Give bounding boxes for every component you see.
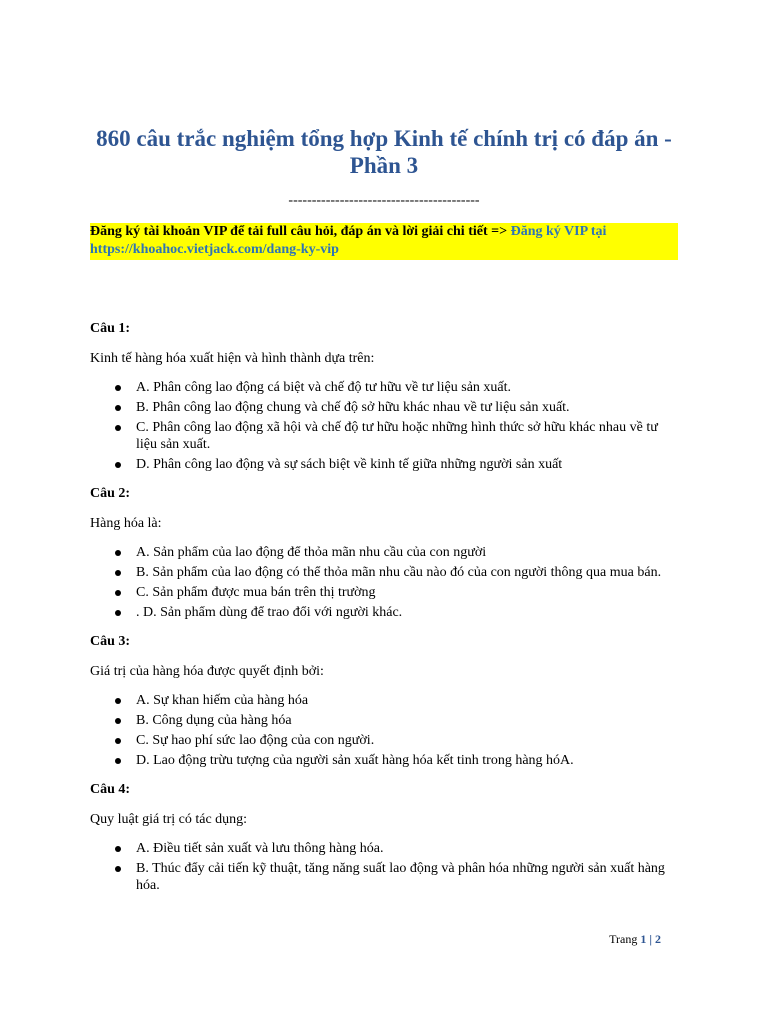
page-number-current: 1	[640, 932, 647, 946]
question-label: Câu 2:	[90, 486, 131, 501]
question-text: Kinh tế hàng hóa xuất hiện và hình thành dựa trên:	[90, 351, 375, 366]
options-list	[90, 692, 680, 769]
option-item: C. Sản phẩm được mua bán trên thị trường	[136, 584, 680, 601]
option-item: B. Phân công lao động chung và chế độ sở hữu khác nhau về tư liệu sản xuất.	[136, 399, 680, 416]
options-list	[90, 544, 680, 621]
questions-list	[90, 320, 680, 906]
option-item: A. Sản phẩm của lao động để thỏa mãn nhu cầu của con người	[136, 544, 680, 561]
separator-line: -----------------------------------------	[288, 193, 480, 208]
option-item: . D. Sản phẩm dùng để trao đổi với người khác.	[136, 604, 680, 621]
question-label: Câu 4:	[90, 782, 131, 797]
vip-link[interactable]: Đăng ký VIP tại https://khoahoc.vietjack.com/dang-ky-vip	[90, 224, 607, 257]
option-item: D. Phân công lao động và sự sách biệt về kinh tế giữa những người sản xuất	[136, 456, 680, 473]
question-label: Câu 3:	[90, 634, 131, 649]
option-item: C. Sự hao phí sức lao động của con người.	[136, 732, 680, 749]
option-item: B. Công dụng của hàng hóa	[136, 712, 680, 729]
page-footer	[609, 932, 661, 946]
page-number-total: 2	[655, 932, 661, 946]
question-text: Quy luật giá trị có tác dụng:	[90, 812, 248, 827]
options-list	[90, 379, 680, 473]
vip-notice-text: Đăng ký tài khoản VIP để tải full câu hỏi, đáp án và lời giải chi tiết =>	[90, 224, 511, 239]
option-item: A. Phân công lao động cá biệt và chế độ tư hữu về tư liệu sản xuất.	[136, 379, 680, 396]
question-label: Câu 1:	[90, 321, 131, 336]
option-item: C. Phân công lao động xã hội và chế độ tư hữu hoặc những hình thức sở hữu khác nhau về tư liệu sản xuất.	[136, 419, 680, 453]
option-item: B. Thúc đẩy cải tiến kỹ thuật, tăng năng suất lao động và phân hóa những người sản xuất hàng hóa.	[136, 860, 680, 894]
page-label: Trang	[609, 932, 641, 946]
option-item: A. Điều tiết sản xuất và lưu thông hàng hóa.	[136, 840, 680, 857]
vip-notice	[90, 223, 678, 260]
options-list	[90, 840, 680, 894]
document-title: 860 câu trắc nghiệm tổng hợp Kinh tế chính trị có đáp án - Phần 3	[96, 126, 672, 178]
page-number-divider: |	[646, 932, 655, 946]
question-text: Hàng hóa là:	[90, 516, 162, 531]
option-item: D. Lao động trừu tượng của người sản xuất hàng hóa kết tinh trong hàng hóA.	[136, 752, 680, 769]
question-text: Giá trị của hàng hóa được quyết định bởi:	[90, 664, 324, 679]
option-item: A. Sự khan hiếm của hàng hóa	[136, 692, 680, 709]
option-item: B. Sản phẩm của lao động có thể thỏa mãn nhu cầu nào đó của con người thông qua mua bán.	[136, 564, 680, 581]
